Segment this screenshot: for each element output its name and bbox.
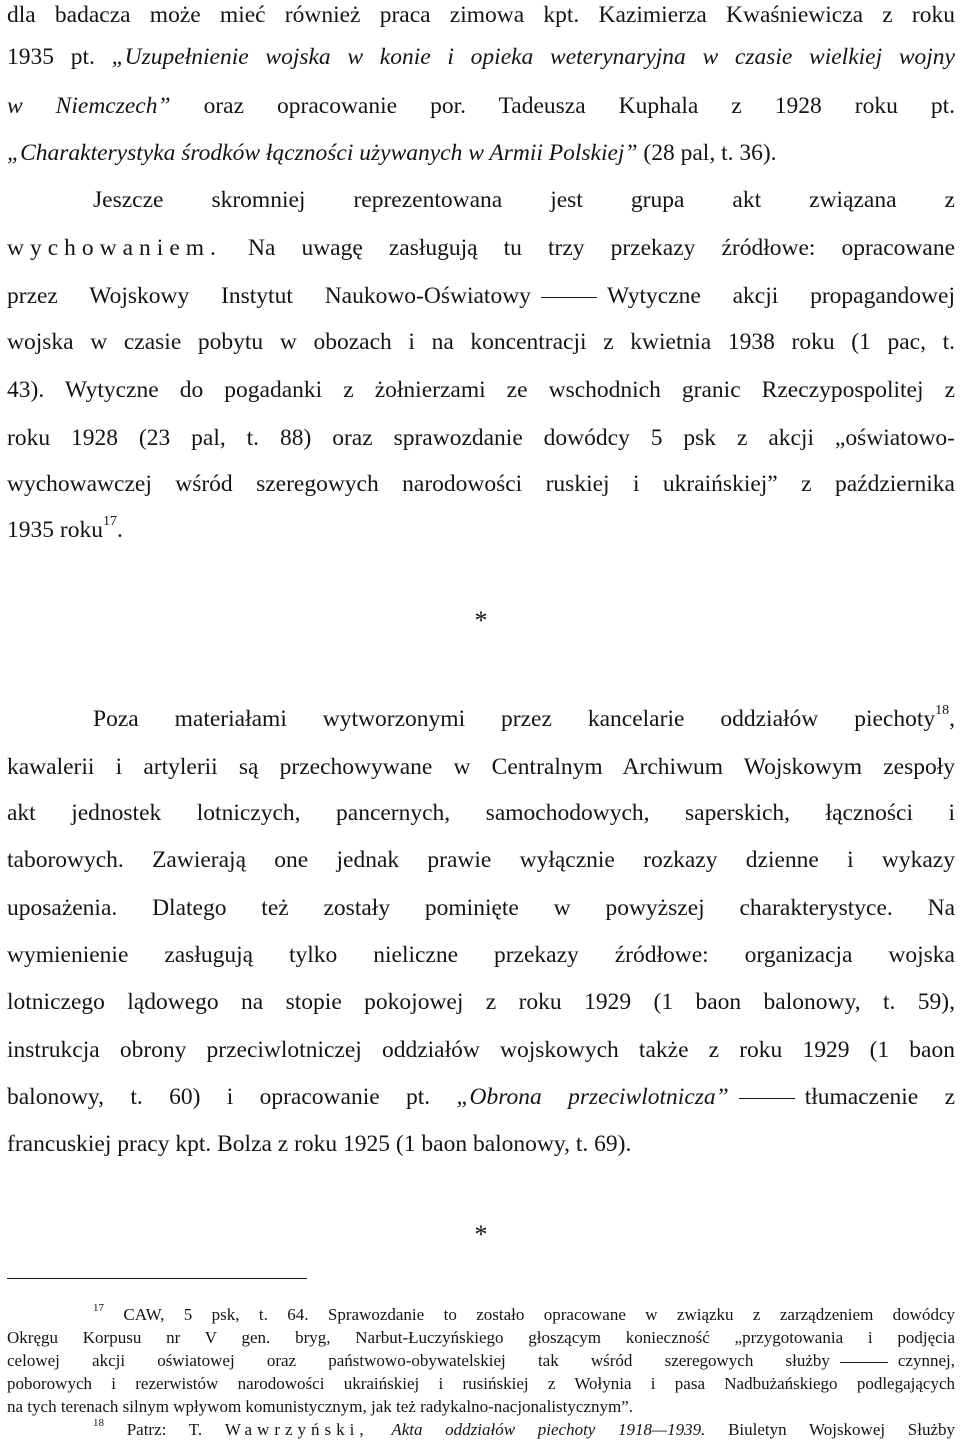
para2-line-4: wojska w czasie pobytu w obozach i na koncentracji z kwietnia 1938 roku (1 pac, t. [7, 329, 955, 355]
footnote-ref-18[interactable]: 18 [935, 703, 950, 719]
para2-line-8: 1935 roku$^{17}$. [7, 514, 123, 543]
para1-line-3: w Niemczech” oraz opracowanie por. Tadeusza Kuphala z 1928 roku pt. [7, 93, 955, 119]
para3-line-8: instrukcja obrony przeciwlotniczej oddziałów wojskowych także z roku 1929 (1 baon [7, 1037, 955, 1063]
para1-line-4: „Charakterystyka środków łączności używanych w Armii Polskiej” (28 pal, t. 36). [7, 140, 777, 166]
footnote-17-line-5: na tych terenach silnym wpływom komunistycznym, jak też radykalno-nacjonalistycznym”. [7, 1397, 633, 1416]
footnote-17-line-1: $^{17}$ CAW, 5 psk, t. 64. Sprawozdanie to zostało opracowane w związku z zarządzeniem dowódcy [93, 1302, 956, 1324]
para3-line-4: taborowych. Zawierają one jednak prawie wyłącznie rozkazy dzienne i wykazy [7, 847, 955, 873]
para2-line-7: wychowawczej wśród szeregowych narodowości ruskiej i ukraińskiej” z października [7, 471, 955, 497]
footnote-17-line-4: poborowych i rezerwistów narodowości ukraińskiej i rusińskiej z Wołynia i pasa Nadbużańskiego podlegających [7, 1374, 955, 1393]
em-dash [739, 1098, 795, 1099]
para3-line-10: francuskiej pracy kpt. Bolza z roku 1925 (1 baon balonowy, t. 69). [7, 1131, 632, 1157]
em-dash [541, 297, 597, 298]
para3-line-2: kawalerii i artylerii są przechowywane w Centralnym Archiwum Wojskowym zespoły [7, 754, 955, 780]
section-separator: * [474, 1220, 488, 1249]
footnote-17-line-3: celowej akcji oświatowej oraz państwowo-obywatelskiej tak wśród szeregowych służby czynnej, [7, 1351, 955, 1370]
para3-line-5: uposażenia. Dlatego też zostały pominięte w powyższej charakterystyce. Na [7, 895, 955, 921]
footnote-ref-17[interactable]: 17 [102, 514, 117, 530]
footnote-17-line-2: Okręgu Korpusu nr V gen. bryg, Narbut-Łuczyńskiego głoszącym konieczność „przygotowania i podjęcia [7, 1328, 955, 1347]
para1-line-1: dla badacza może mieć również praca zimowa kpt. Kazimierza Kwaśniewicza z roku [7, 2, 955, 28]
spaced-heading-word: wychowaniem. [7, 235, 222, 261]
para3-line-3: akt jednostek lotniczych, pancernych, samochodowych, saperskich, łączności i [7, 800, 955, 826]
para2-line-1: Jeszcze skromniej reprezentowana jest grupa akt związana z [93, 187, 955, 213]
para2-line-3: przez Wojskowy Instytut Naukowo-Oświatowy Wytyczne akcji propagandowej [7, 283, 955, 309]
footnote-divider [7, 1278, 307, 1279]
para3-line-1: Poza materiałami wytworzonymi przez kancelarie oddziałów piechoty$^{18}$, [93, 703, 955, 732]
para3-line-6: wymienienie zasługują tylko nieliczne przekazy źródłowe: organizacja wojska [7, 942, 955, 968]
para2-line-6: roku 1928 (23 pal, t. 88) oraz sprawozdanie dowódcy 5 psk z akcji „oświatowo- [7, 425, 955, 451]
para3-line-7: lotniczego lądowego na stopie pokojowej z roku 1929 (1 baon balonowy, t. 59), [7, 989, 955, 1015]
para1-line-2: 1935 pt. „Uzupełnienie wojska w konie i opieka weterynaryjna w czasie wielkiej wojny [7, 44, 955, 70]
em-dash [840, 1362, 888, 1363]
section-separator: * [474, 606, 488, 635]
footnote-18-line-1: $^{18}$ Patrz: T. Wawrzyński, Akta oddziałów piechoty 1918—1939. Biuletyn Wojskowej Służby [93, 1417, 956, 1439]
para2-line-5: 43). Wytyczne do pogadanki z żołnierzami ze wschodnich granic Rzeczypospolitej z [7, 377, 955, 403]
para3-line-9: balonowy, t. 60) i opracowanie pt. „Obrona przeciwlotnicza” tłumaczenie z [7, 1084, 955, 1110]
para2-line-2: wychowaniem. Na uwagę zasługują tu trzy przekazy źródłowe: opracowane [7, 235, 955, 261]
